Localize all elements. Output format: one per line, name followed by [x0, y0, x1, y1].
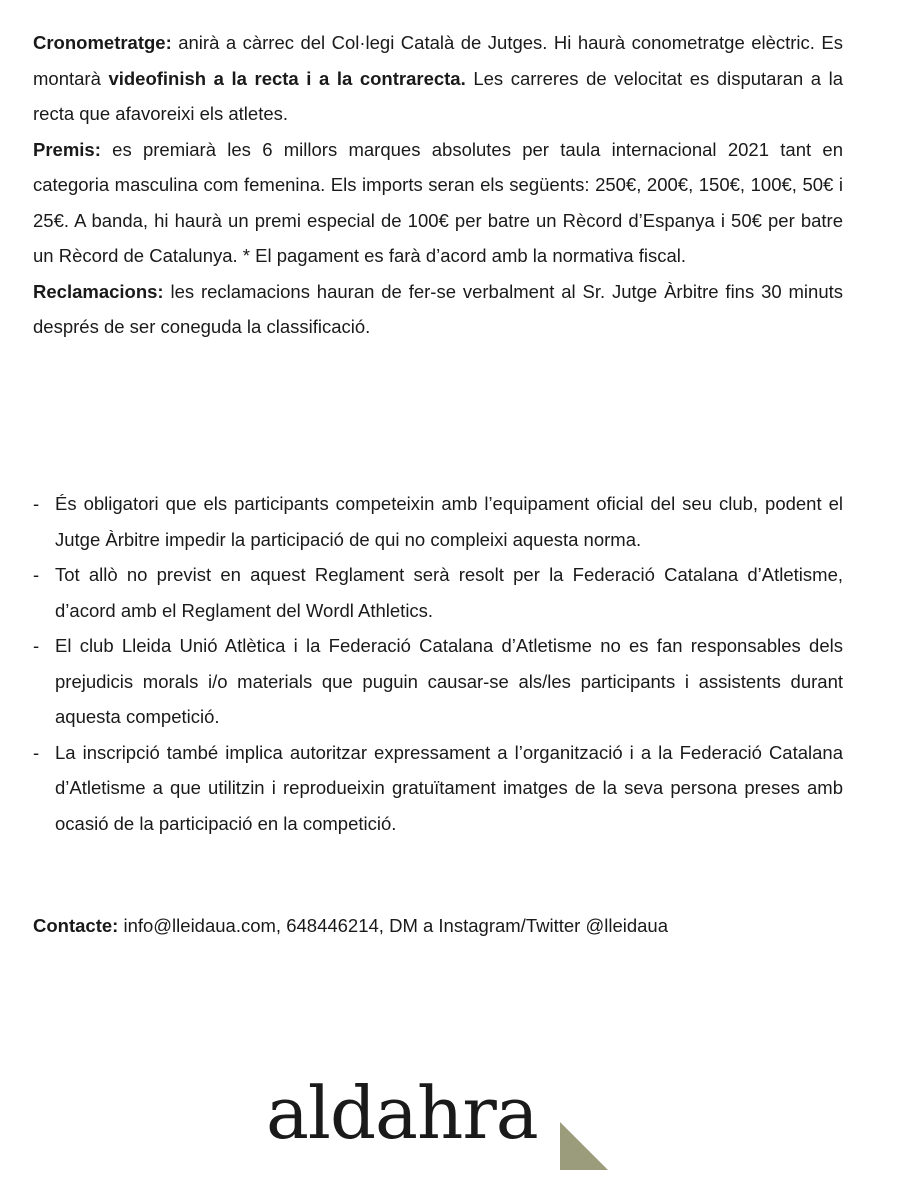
prizes-label: Premis:: [33, 138, 101, 160]
note-text: El club Lleida Unió Atlètica i la Federació Catalana d’Atletisme no es fan responsables dels prejudicis morals i/o materials que puguin causar-se als/les participants i assistents durant aquesta competició.: [55, 635, 843, 727]
prizes-paragraph: [33, 132, 843, 274]
contact-text: info@lleidaua.com, 648446214, DM a Instagram/Twitter @lleidaua: [118, 915, 668, 936]
rules-section: [33, 25, 843, 345]
notes-list: [33, 486, 843, 841]
logo-triangle-icon: [560, 1122, 608, 1170]
dash-marker: -: [33, 493, 40, 514]
claims-label: Reclamacions:: [33, 280, 164, 302]
note-text: La inscripció també implica autoritzar expressament a l’organització i a la Federació Catalana d’Atletisme a que utilitzin i reprodueixin gratuïtament imatges de la seva persona preses amb ocasió de la participació en la competició.: [55, 741, 843, 834]
note-text: Tot allò no previst en aquest Reglament serà resolt per la Federació Catalana d’Atletisme, d’acord amb el Reglament del Wordl Athletics.: [55, 564, 843, 621]
list-item: [33, 735, 843, 842]
note-text: És obligatori que els participants competeixin amb l’equipament oficial del seu club, podent el Jutge Àrbitre impedir la participació de qui no compleixi aquesta norma.: [55, 493, 843, 550]
contact-label: Contacte:: [33, 915, 119, 936]
logo-wordmark: aldahra: [266, 1071, 538, 1155]
timing-text-1: anirà a càrrec del Col·legi Català de Jutges. Hi haurà conometratge elèctric. Es montarà: [33, 32, 843, 89]
claims-paragraph: [33, 274, 843, 345]
dash-marker: -: [33, 741, 40, 763]
timing-label: Cronometratge:: [33, 32, 172, 53]
prizes-text: es premiarà les 6 millors marques absolutes per taula internacional 2021 tant en categoria masculina com femenina. Els imports seran els següents: 250€, 200€, 150€, 100€, 50€ i 25€. A banda, hi haurà un premi especial de 100€ per batre un Rècord d’Espanya i 50€ per batre un Rècord de Catalunya. * El pagament es farà d’acord amb la normativa fiscal.: [33, 138, 843, 266]
contact-line: [33, 908, 843, 944]
aldahra-logo: [266, 1068, 626, 1178]
list-item: [33, 628, 843, 735]
list-item: [33, 486, 843, 557]
dash-marker: -: [33, 564, 40, 585]
dash-marker: -: [33, 635, 40, 656]
claims-text: les reclamacions hauran de fer-se verbalment al Sr. Jutge Àrbitre fins 30 minuts després de ser coneguda la classificació.: [33, 280, 843, 337]
list-item: [33, 557, 843, 628]
timing-paragraph: [33, 25, 843, 132]
timing-bold: videofinish a la recta i a la contrarecta.: [108, 67, 466, 89]
timing-text-2: Les carreres de velocitat es disputaran a la recta que afavoreixi els atletes.: [33, 67, 843, 124]
